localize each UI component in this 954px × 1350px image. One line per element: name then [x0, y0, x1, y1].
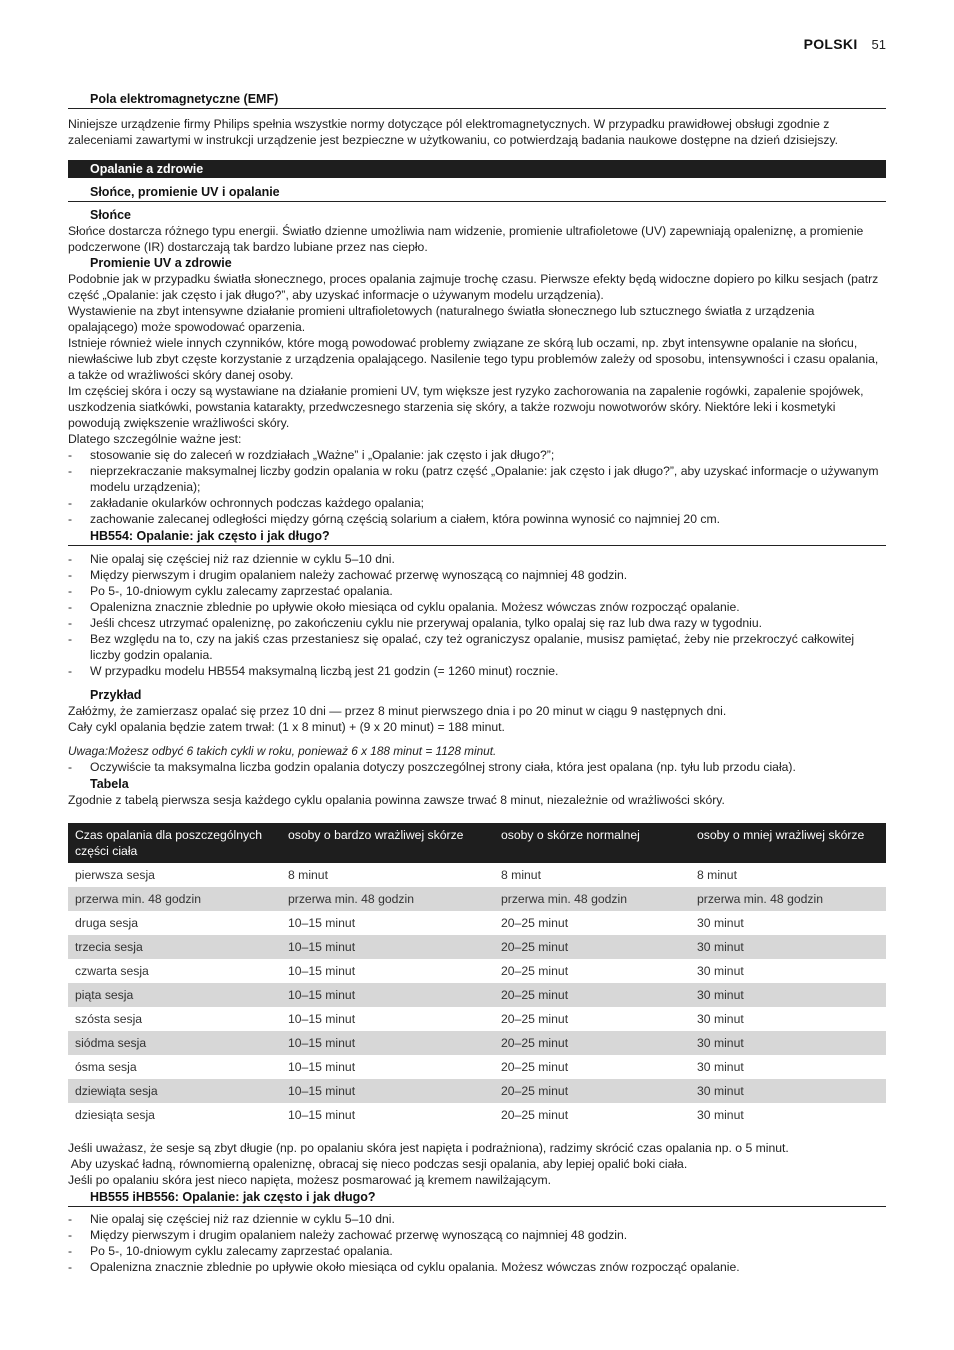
- chapter-bar-health: Opalanie a zdrowie: [68, 160, 886, 178]
- table-cell: 20–25 minut: [501, 1012, 569, 1026]
- table-row: [68, 863, 886, 887]
- after-table-line: Jeśli uważasz, że sesje są zbyt długie (np. po opalaniu skóra jest napięta i podrażniona), radzimy skrócić czas opalania np. o 5 minut.: [68, 1141, 789, 1155]
- table-cell: przerwa min. 48 godzin: [68, 887, 281, 911]
- section-title-emf: Pola elektromagnetyczne (EMF): [68, 91, 886, 109]
- table-cell: 30 minut: [690, 935, 886, 959]
- table-row: [68, 1007, 886, 1031]
- table-cell: 10–15 minut: [288, 964, 356, 978]
- hb554-bullet-list: [68, 551, 886, 679]
- emf-paragraph: Niniejsze urządzenie firmy Philips spełnia wszystkie normy dotyczące pól elektromagnetycznych. W przypadku prawidłowej obsługi zgodnie z zaleceniami zawartymi w instrukcji urządzenie jest bezpieczne w użytkowaniu, co potwierdzają badania naukowe dostępne na dzień dzisiejszy.: [68, 117, 839, 147]
- table-row: [68, 911, 886, 935]
- uv-paragraph: Wystawienie na zbyt intensywne działanie promieni ultrafioletowych (naturalnego światła słonecznego lub sztucznego światła z urządzenia opalającego) może spowodować oparzenia.: [68, 304, 815, 334]
- note-bullet-list: [68, 759, 886, 775]
- table-cell: 30 minut: [697, 1012, 744, 1026]
- uv-paragraph: Podobnie jak w przypadku światła słonecznego, proces opalania zajmuje trochę czasu. Pierwsze efekty będą widoczne dopiero po kilku sesjach (patrz część „Opalanie: jak często i jak długo?”, aby uzyskać informacje o używanym modelu urządzenia).: [68, 272, 879, 302]
- list-item: - Oczywiście ta maksymalna liczba godzin opalania dotyczy poszczególnej strony ciała, która jest opalana (np. tyłu lub przodu ciała).: [68, 759, 886, 775]
- list-item: - Po 5-, 10-dniowym cyklu zalecamy zaprzestać opalania.: [68, 583, 886, 599]
- table-cell: przerwa min. 48 godzin: [281, 887, 494, 911]
- table-cell: 20–25 minut: [501, 916, 569, 930]
- table-cell: 20–25 minut: [494, 1079, 690, 1103]
- table-cell: 30 minut: [697, 964, 744, 978]
- table-cell: 20–25 minut: [501, 964, 569, 978]
- table-cell: 10–15 minut: [281, 1031, 494, 1055]
- table-cell: 20–25 minut: [494, 935, 690, 959]
- table-cell: siódma sesja: [68, 1031, 281, 1055]
- table-cell: 20–25 minut: [501, 1060, 569, 1074]
- table-cell: przerwa min. 48 godzin: [494, 887, 690, 911]
- table-row: [68, 959, 886, 983]
- after-table-line: Aby uzyskać ładną, równomierną opaleniznę, obracaj się nieco podczas sesji opalania, aby lepiej opalić boki ciała.: [68, 1157, 688, 1171]
- table-cell: szósta sesja: [75, 1012, 143, 1026]
- uv-paragraph: Dlatego szczególnie ważne jest:: [68, 432, 242, 446]
- note-text: Uwaga:Możesz odbyć 6 takich cykli w roku, ponieważ 6 x 188 minut = 1128 minut.: [68, 744, 497, 758]
- list-item: - Bez względu na to, czy na jakiś czas przestaniesz się opalać, czy też ograniczysz opalanie, musisz pamiętać, żeby nie przekroczyć całkowitej liczby godzin opalania.: [68, 631, 886, 663]
- table-cell: 30 minut: [697, 1060, 744, 1074]
- subtitle-example: Przykład: [90, 688, 142, 702]
- list-item: - nieprzekraczanie maksymalnej liczby godzin opalania w roku (patrz część „Opalanie: jak często i jak długo?”, aby uzyskać informacje o używanym modelu urządzenia);: [68, 463, 886, 495]
- subtitle-table: Tabela: [90, 777, 129, 791]
- after-table-line: Jeśli po opalaniu skóra jest nieco napięta, możesz posmarować ją kremem nawilżającym.: [68, 1173, 551, 1187]
- subtitle-uv: Promienie UV a zdrowie: [90, 256, 232, 270]
- table-header-cell: osoby o bardzo wrażliwej skórze: [281, 823, 494, 863]
- page-number: 51: [871, 37, 886, 52]
- tanning-table: [68, 823, 886, 1127]
- table-cell: ósma sesja: [75, 1060, 137, 1074]
- list-item: - Nie opalaj się częściej niż raz dziennie w cyklu 5–10 dni.: [68, 551, 886, 567]
- table-cell: 10–15 minut: [288, 1012, 356, 1026]
- table-cell: 30 minut: [690, 983, 886, 1007]
- list-item: - stosowanie się do zaleceń w rozdziałach „Ważne” i „Opalanie: jak często i jak długo?”;: [68, 447, 886, 463]
- table-cell: przerwa min. 48 godzin: [690, 887, 886, 911]
- table-row: [68, 1055, 886, 1079]
- section-title-hb554: HB554: Opalanie: jak często i jak długo?: [68, 528, 886, 546]
- table-cell: 10–15 minut: [288, 1060, 356, 1074]
- list-item: - Jeśli chcesz utrzymać opaleniznę, po zakończeniu cyklu nie przerywaj opalania, tylko opalaj się raz lub dwa razy w tygodniu.: [68, 615, 886, 631]
- list-item: - Nie opalaj się częściej niż raz dziennie w cyklu 5–10 dni.: [68, 1211, 886, 1227]
- table-header-row: [68, 823, 886, 863]
- table-cell: 10–15 minut: [288, 916, 356, 930]
- table-cell: pierwsza sesja: [75, 868, 155, 882]
- table-cell: 10–15 minut: [281, 983, 494, 1007]
- table-row: [68, 935, 886, 959]
- table-cell: 20–25 minut: [501, 1108, 569, 1122]
- list-item: - W przypadku modelu HB554 maksymalną liczbą jest 21 godzin (= 1260 minut) rocznie.: [68, 663, 886, 679]
- example-line: Załóżmy, że zamierzasz opalać się przez 10 dni — przez 8 minut pierwszego dnia i po 20 minut w ciągu 9 następnych dni.: [68, 704, 727, 718]
- table-cell: 8 minut: [288, 868, 328, 882]
- list-item: - Opalenizna znacznie zblednie po upływie około miesiąca od cyklu opalania. Możesz wówczas znów rozpocząć opalanie.: [68, 599, 886, 615]
- table-cell: 30 minut: [697, 916, 744, 930]
- table-cell: dziewiąta sesja: [68, 1079, 281, 1103]
- table-row: [68, 1103, 886, 1127]
- table-cell: 8 minut: [501, 868, 541, 882]
- table-cell: 20–25 minut: [494, 1031, 690, 1055]
- table-cell: czwarta sesja: [75, 964, 149, 978]
- uv-paragraph: Im częściej skóra i oczy są wystawiane na działanie promieni UV, tym większe jest ryzyko zachorowania na zapalenie rogówki, zapalenie spojówek, uszkodzenia siatkówki, powstania katarakty, przedwczesnego starzenia się skóry, a także rozwoju nowotworów skóry. Niektóre leki i kosmetyki powodują zwiększenie wrażliwości skóry.: [68, 384, 864, 430]
- language-label: POLSKI: [803, 36, 858, 52]
- table-cell: 30 minut: [690, 1031, 886, 1055]
- page-content: [68, 0, 886, 1275]
- table-cell: 10–15 minut: [281, 935, 494, 959]
- example-line: Cały cykl opalania będzie zatem trwał: (1 x 8 minut) + (9 x 20 minut) = 188 minut.: [68, 720, 505, 734]
- table-row: [68, 887, 886, 911]
- table-header-cell: osoby o mniej wrażliwej skórze: [690, 823, 886, 863]
- table-cell: 30 minut: [697, 1108, 744, 1122]
- sun-paragraph: Słońce dostarcza różnego typu energii. Światło dzienne umożliwia nam widzenie, promienie ultrafioletowe (UV) zapewniają opaleniznę, a promienie podczerwone (IR) dostarczają tak bardzo lubiane przez nas ciepło.: [68, 224, 864, 254]
- section-title-sun-uv: Słońce, promienie UV i opalanie: [68, 184, 886, 202]
- uv-bullet-list: [68, 447, 886, 527]
- table-cell: 10–15 minut: [281, 1079, 494, 1103]
- uv-paragraph: Istnieje również wiele innych czynników, które mogą powodować problemy związane ze skórą lub oczami, np. zbyt intensywne opalanie na słońcu, niewłaściwe lub zbyt częste korzystanie z urządzenia opalającego. Nasilenie tego typu problemów zależy od sposobu, intensywności i czasu opalania, a także od wrażliwości skóry danej osoby.: [68, 336, 879, 382]
- table-row: [68, 1079, 886, 1103]
- table-row: [68, 983, 886, 1007]
- list-item: - Opalenizna znacznie zblednie po upływie około miesiąca od cyklu opalania. Możesz wówczas znów rozpocząć opalanie.: [68, 1259, 886, 1275]
- section-title-hb555: HB555 iHB556: Opalanie: jak często i jak długo?: [68, 1189, 886, 1207]
- table-body: [68, 863, 886, 1127]
- table-cell: druga sesja: [75, 916, 139, 930]
- hb555-bullet-list: [68, 1211, 886, 1275]
- table-intro: Zgodnie z tabelą pierwsza sesja każdego cyklu opalania powinna zawsze trwać 8 minut, niezależnie od wrażliwości skóry.: [68, 793, 725, 807]
- table-cell: dziesiąta sesja: [75, 1108, 155, 1122]
- table-cell: 10–15 minut: [288, 1108, 356, 1122]
- table-cell: 30 minut: [690, 1079, 886, 1103]
- table-header-cell: osoby o skórze normalnej: [494, 823, 690, 863]
- table-cell: 8 minut: [697, 868, 737, 882]
- table-header-cell: Czas opalania dla poszczególnych części ciała: [68, 823, 281, 863]
- list-item: - zachowanie zalecanej odległości między górną częścią solarium a ciałem, która powinna wynosić co najmniej 20 cm.: [68, 511, 886, 527]
- table-cell: 20–25 minut: [494, 983, 690, 1007]
- list-item: - Między pierwszym i drugim opalaniem należy zachować przerwę wynoszącą co najmniej 48 godzin.: [68, 567, 886, 583]
- table-row: [68, 1031, 886, 1055]
- list-item: - Po 5-, 10-dniowym cyklu zalecamy zaprzestać opalania.: [68, 1243, 886, 1259]
- table-cell: piąta sesja: [68, 983, 281, 1007]
- list-item: - Między pierwszym i drugim opalaniem należy zachować przerwę wynoszącą co najmniej 48 godzin.: [68, 1227, 886, 1243]
- subtitle-sun: Słońce: [90, 208, 131, 222]
- table-cell: trzecia sesja: [68, 935, 281, 959]
- list-item: - zakładanie okularków ochronnych podczas każdego opalania;: [68, 495, 886, 511]
